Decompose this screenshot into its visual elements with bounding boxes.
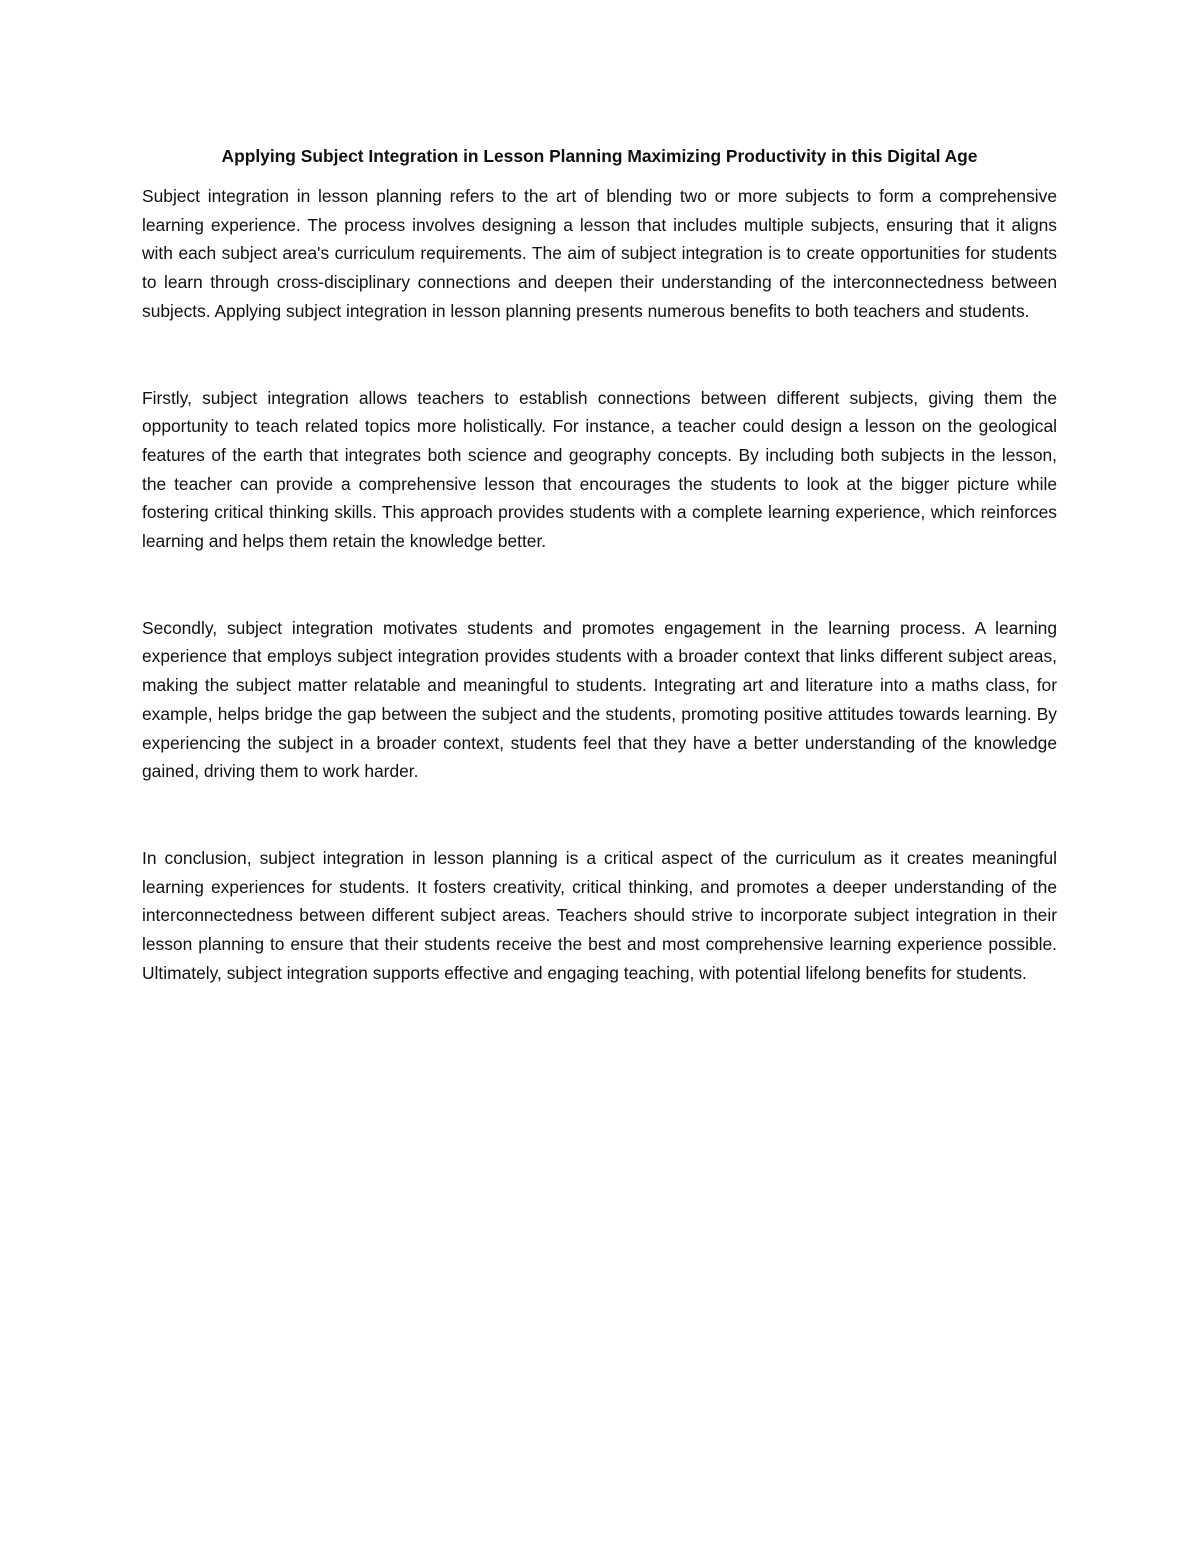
paragraph-secondly: Secondly, subject integration motivates students and promotes engagement in the learning process. A learning experience that employs subject integration provides students with a broader context that links different subject areas, making the subject matter relatable and meaningful to students. Integrating art and literature into a maths class, for example, helps bridge the gap between the subject and the students, promoting positive attitudes towards learning. By experiencing the subject in a broader context, students feel that they have a better understanding of the knowledge gained, driving them to work harder. <box>142 617 1057 782</box>
paragraph-introduction: Subject integration in lesson planning refers to the art of blending two or more subjects to form a comprehensive learning experience. The process involves designing a lesson that includes multiple subjects, ensuring that it aligns with each subject area's curriculum requirements. The aim of subject integration is to create opportunities for students to learn through cross-disciplinary connections and deepen their understanding of the interconnectedness between subjects. Applying subject integration in lesson planning presents numerous benefits to both teachers and students. <box>142 186 1057 321</box>
document-title: Applying Subject Integration in Lesson Planning Maximizing Productivity in this Digital Age <box>221 146 978 166</box>
paragraph-firstly: Firstly, subject integration allows teachers to establish connections between different subjects, giving them the opportunity to teach related topics more holistically. For instance, a teacher could design a lesson on the geological features of the earth that integrates both science and geography concepts. By including both subjects in the lesson, the teacher can provide a comprehensive lesson that encourages the students to look at the bigger picture while fostering critical thinking skills. This approach provides students with a complete learning experience, which reinforces learning and helps them retain the knowledge better. <box>142 387 1057 552</box>
paragraph-conclusion: In conclusion, subject integration in lesson planning is a critical aspect of the curriculum as it creates meaningful learning experiences for students. It fosters creativity, critical thinking, and promotes a deeper understanding of the interconnectedness between different subject areas. Teachers should strive to incorporate subject integration in their lesson planning to ensure that their students receive the best and most comprehensive learning experience possible. Ultimately, subject integration supports effective and engaging teaching, with potential lifelong benefits for students. <box>142 847 1057 983</box>
document-body <box>142 140 1057 987</box>
